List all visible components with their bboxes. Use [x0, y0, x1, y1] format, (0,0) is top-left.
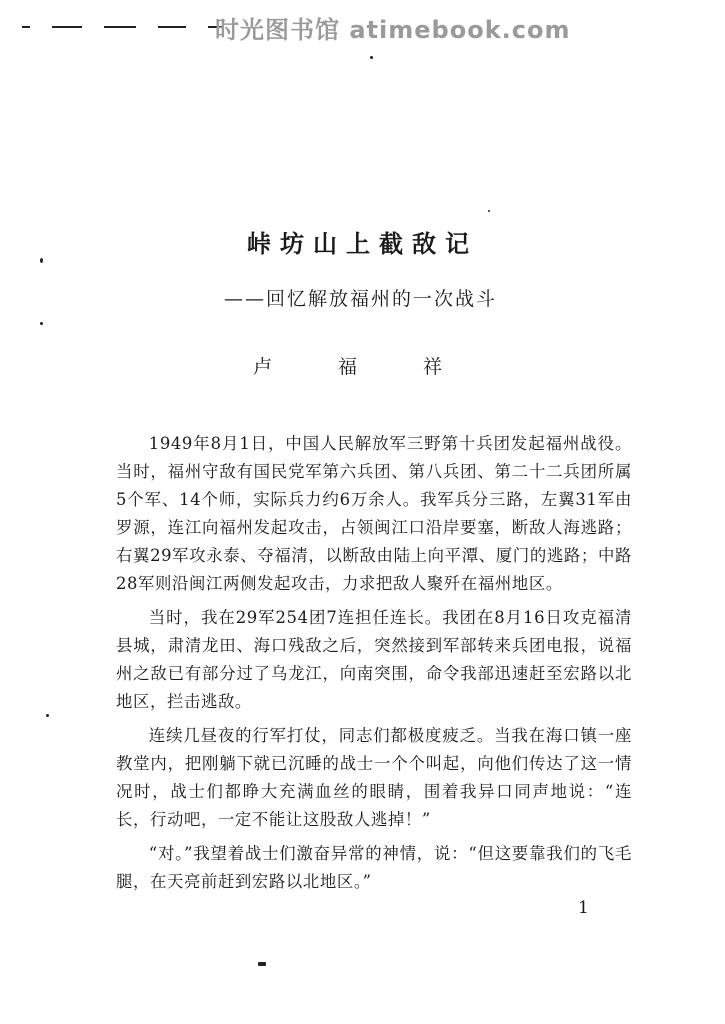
scan-speck [40, 322, 43, 325]
site-watermark: 时光图书馆 atimebook.com [215, 16, 571, 44]
article-subtitle: ——回忆解放福州的一次战斗 [224, 288, 498, 310]
header-rule-dash [52, 26, 82, 28]
scan-speck [46, 714, 49, 717]
article-author: 卢 福 祥 [252, 356, 473, 378]
header-rule-dash [22, 26, 30, 28]
header-rule-dash [158, 26, 186, 28]
body-paragraph: 当时，我在29军254团7连担任连长。我团在8月16日攻克福清县城，肃清龙田、海口残敌之后，突然接到军部转来兵团电报，说福州之敌已有部分过了乌龙江，向南突围，命令我部迅速赶至宏路以北地区，拦击逃敌。 [116, 608, 632, 711]
body-paragraph: “对。”我望着战士们激奋异常的神情，说：“但这要靠我们的飞毛腿，在天亮前赶到宏路以北地区。” [116, 844, 632, 891]
page-number: 1 [578, 898, 589, 918]
header-rule-dash [104, 26, 136, 28]
article-title: 峠坊山上截敌记 [247, 229, 478, 258]
scan-speck [370, 56, 373, 59]
page-header [0, 4, 725, 44]
body-paragraph: 1949年8月1日，中国人民解放军三野第十兵团发起福州战役。当时，福州守敌有国民党军第六兵团、第八兵团、第二十二兵团所属5个军、14个师，实际兵力约6万余人。我军兵分三路，左翼31军由罗源，连江向福州发起攻击，占领闽江口沿岸要塞，断敌人海逃路；右翼29军攻永泰、夺福清，以断敌由陆上向平潭、厦门的逃路；中路28军则沿闽江两侧发起攻击，力求把敌人聚歼在福州地区。 [116, 434, 632, 593]
body-paragraph: 连续几昼夜的行军打仗，同志们都极度疲乏。当我在海口镇一座教堂内，把刚躺下就已沉睡的战士一个个叫起，向他们传达了这一情况时，战士们都睁大充满血丝的眼睛，围着我异口同声地说：“连长，行动吧，一定不能让这股敌人逃掉！” [116, 726, 632, 829]
scan-speck [488, 210, 490, 212]
article-body [116, 430, 632, 902]
scan-speck [258, 962, 266, 966]
